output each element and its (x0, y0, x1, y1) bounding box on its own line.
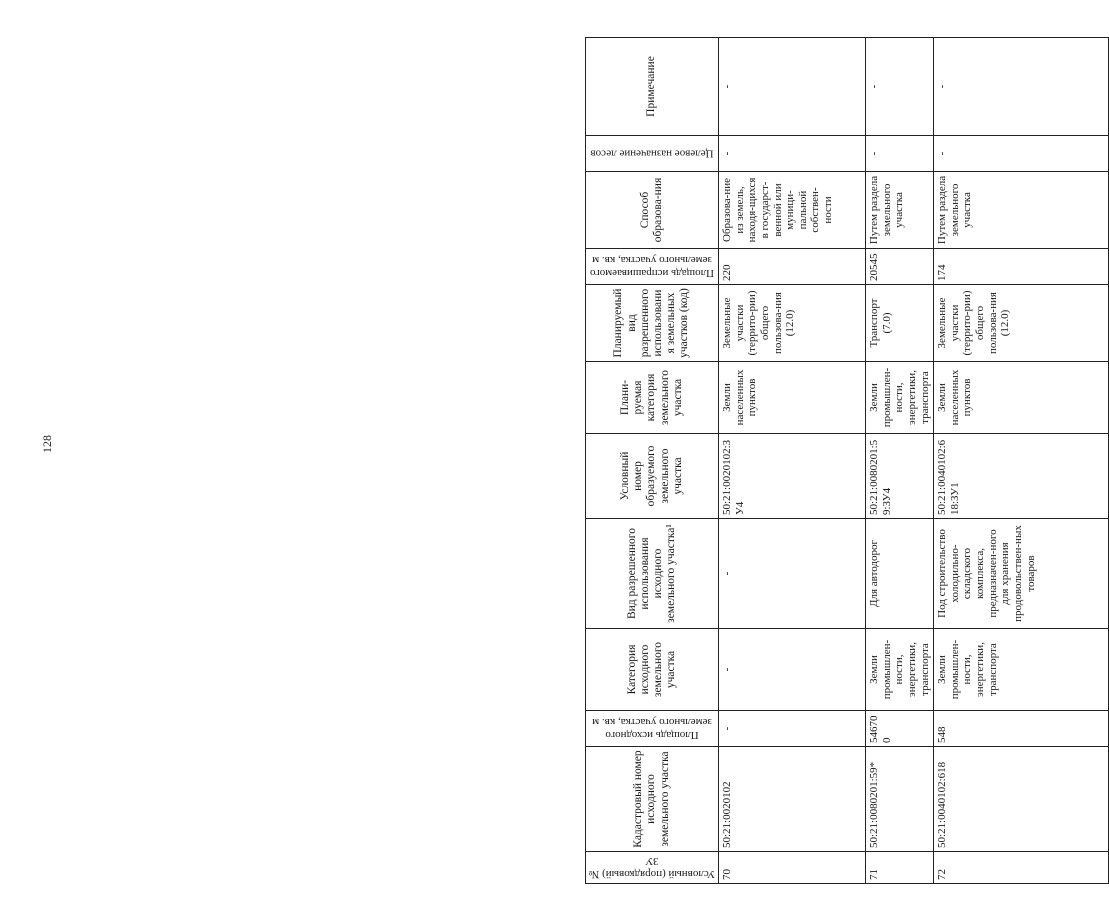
header-formation-method: Способ образова-ния (586, 172, 719, 249)
cell-formation-method: Путем раздела земельного участка (934, 172, 1109, 249)
header-note: Примечание (586, 38, 719, 136)
cell-note: - (866, 38, 934, 136)
cell-forest-purpose: - (934, 136, 1109, 172)
cell-source-category: Земли промышлен-ности, энергетики, транспорта (934, 629, 1109, 711)
table-header-row (586, 38, 719, 884)
cell-source-permitted-use: Для автодорог (866, 519, 934, 629)
cell-note: - (719, 38, 866, 136)
cell-source-permitted-use: Под строительство холодильно-складского комплекса, предназначен-ного для хранения продовольствен-ных товаров (934, 519, 1109, 629)
cell-note: - (934, 38, 1109, 136)
cell-source-category: Земли промышлен-ности, энергетики, транспорта (866, 629, 934, 711)
cell-cadastral-number: 50:21:0080201:59* (866, 747, 934, 852)
cell-source-area: - (719, 711, 866, 747)
header-planned-category: Плани-руемая категория земельного участка (586, 362, 719, 434)
header-plot-number: Условный (порядковый) № ЗУ (586, 852, 719, 884)
header-forest-purpose: Целевое назначение лесов (586, 136, 719, 172)
cell-source-area: 548 (934, 711, 1109, 747)
cell-plot-number: 72 (934, 852, 1109, 884)
table-row (719, 38, 866, 884)
cell-planned-category: Земли населенных пунктов (719, 362, 866, 434)
cell-new-plot-number: 50:21:0040102:618:ЗУ1 (934, 434, 1109, 519)
header-requested-area: Площадь испрашиваемого земельного участка, кв. м (586, 249, 719, 285)
header-cadastral-number: Кадастровый номер исходного земельного участка (586, 747, 719, 852)
cell-cadastral-number: 50:21:0040102:618 (934, 747, 1109, 852)
cell-planned-use: Транспорт (7.0) (866, 285, 934, 362)
cell-new-plot-number: 50:21:0080201:59:ЗУ4 (866, 434, 934, 519)
header-source-category: Категория исходного земельного участка (586, 629, 719, 711)
cell-requested-area: 174 (934, 249, 1109, 285)
cell-forest-purpose: - (719, 136, 866, 172)
table-row (866, 38, 934, 884)
cell-requested-area: 220 (719, 249, 866, 285)
cell-formation-method: Путем раздела земельного участка (866, 172, 934, 249)
cell-plot-number: 71 (866, 852, 934, 884)
header-source-permitted-use: Вид разрешенного использования исходного земельного участка¹ (586, 519, 719, 629)
cell-planned-use: Земельные участки (террито-рии) общего пользова-ния (12.0) (719, 285, 866, 362)
cell-plot-number: 70 (719, 852, 866, 884)
cell-source-area: 546700 (866, 711, 934, 747)
land-plots-table (585, 37, 1109, 884)
cell-planned-use: Земельные участки (террито-рии) общего пользова-ния (12.0) (934, 285, 1109, 362)
cell-new-plot-number: 50:21:0020102:ЗУ4 (719, 434, 866, 519)
table-row (934, 38, 1109, 884)
cell-planned-category: Земли промышлен-ности, энергетики, транспорта (866, 362, 934, 434)
header-planned-use: Планируемый вид разрешенного использования земельных участков (код) (586, 285, 719, 362)
header-new-plot-number: Условный номер образуемого земельного участка (586, 434, 719, 519)
cell-planned-category: Земли населенных пунктов (934, 362, 1109, 434)
page-number: 128 (39, 435, 54, 453)
rotated-table-container (585, 38, 1108, 884)
cell-source-category: - (719, 629, 866, 711)
header-source-area: Площадь исходного земельного участка, кв. м (586, 711, 719, 747)
cell-formation-method: Образова-ние из земель, находя-щихся в государст-венной или муници-пальной собствен-ности (719, 172, 866, 249)
cell-requested-area: 20545 (866, 249, 934, 285)
cell-cadastral-number: 50:21:0020102 (719, 747, 866, 852)
cell-forest-purpose: - (866, 136, 934, 172)
cell-source-permitted-use: - (719, 519, 866, 629)
